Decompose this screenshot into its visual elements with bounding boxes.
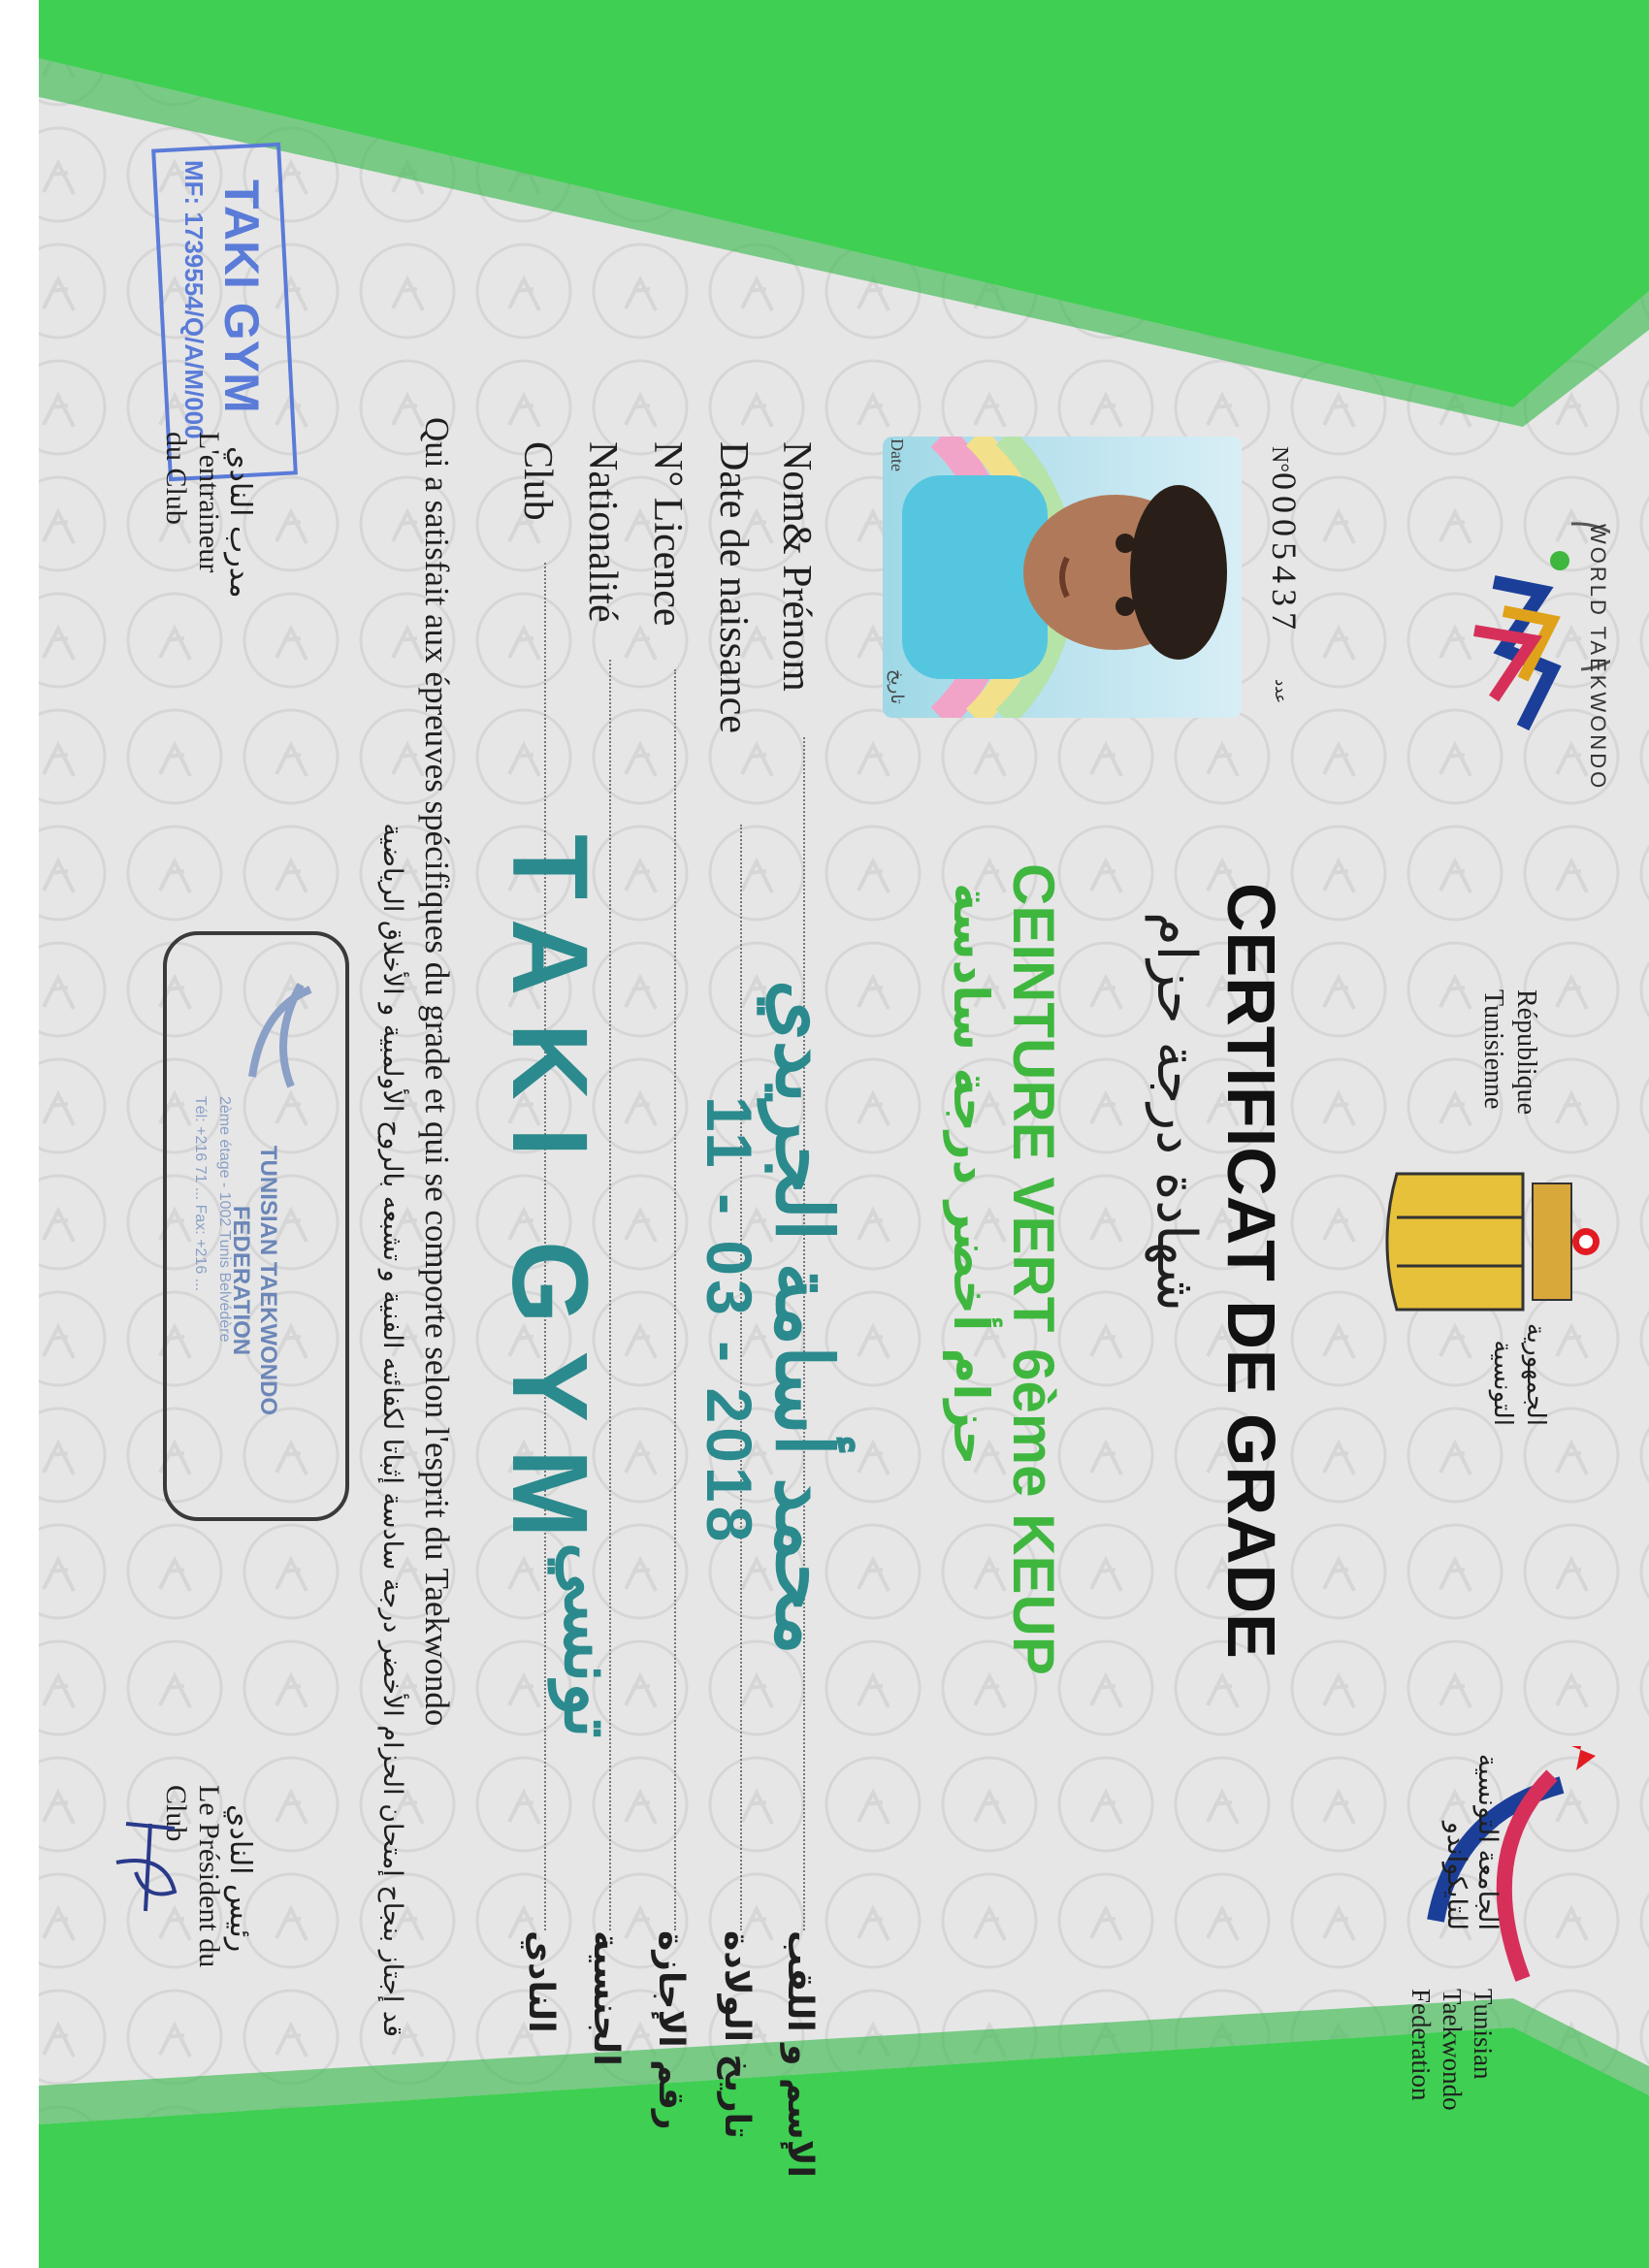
number-prefix: N° bbox=[1267, 446, 1292, 472]
statement-fr: Qui a satisfait aux épreuves spécifiques du grade et qui se comporte selon l'esprit du Taekwondo bbox=[418, 417, 456, 1727]
field-value: TAKI GYM bbox=[490, 834, 609, 1566]
photo-date-fr: Date bbox=[888, 438, 907, 471]
title-fr: CERTIFICAT DE GRADE bbox=[1213, 883, 1289, 1659]
field-label-fr: Date de naissance bbox=[711, 441, 756, 733]
statement-ar: قد إجتاز بنجاح إمتحان الحزام الأخضر درجة سادسة إثباتا لكفائته الفنية و تشبعه بالروح الأولمبية و الأخلاق الرياضية bbox=[377, 823, 407, 2037]
field-label-fr: Club bbox=[515, 441, 560, 521]
federation-stamp-logo bbox=[233, 970, 330, 1096]
republic-ar: الجمهورية التونسية bbox=[1488, 1322, 1550, 1426]
federation-stamp-tel: Tél: +216 71 ... Fax: +216 ... bbox=[192, 1096, 209, 1292]
photo-date-ar: تاريخ bbox=[887, 669, 907, 704]
grade-fr: CEINTURE VERT 6ème KEUP bbox=[1001, 863, 1066, 1675]
field-dotted-line bbox=[674, 669, 678, 1930]
certificate-number bbox=[1264, 446, 1305, 635]
field-value: محمد أسامة الجريدي bbox=[760, 980, 847, 1655]
number-label-ar: عدد bbox=[1272, 679, 1290, 704]
federation-stamp-address: 2ème étage - 1002 Tunis Belvédère bbox=[216, 1096, 233, 1343]
field-label-ar: تاريخ الولادة bbox=[717, 1930, 757, 2139]
federation-ar: الجامعة التونسية للتايكواندو bbox=[1442, 1753, 1503, 1930]
field-label-ar: رقم الإجازة bbox=[651, 1930, 691, 2130]
republic-fr: République Tunisienne bbox=[1478, 989, 1541, 1116]
field-value: تونسي bbox=[550, 1542, 628, 1738]
federation-en: Tunisian Taekwondo Federation bbox=[1406, 1989, 1498, 2111]
number-value: 0005437 bbox=[1265, 471, 1304, 635]
trainer-label-ar: مدرب النادي bbox=[223, 446, 257, 599]
field-label-fr: N° Licence bbox=[645, 441, 690, 627]
trainer-label-fr: L'entraineur du Club bbox=[160, 432, 225, 573]
president-label-fr: Le Président du Club bbox=[160, 1785, 225, 1968]
field-label-fr: Nationalité bbox=[580, 441, 625, 623]
grade-ar: حزام أخضر درجة سادسة bbox=[943, 883, 999, 1466]
field-label-ar: الإسم و اللقب bbox=[780, 1930, 820, 2178]
title-ar: شهادة درجة حزام bbox=[1145, 912, 1208, 1312]
field-value: 11 - 03 - 2018 bbox=[694, 1096, 765, 1546]
field-label-fr: Nom& Prénom bbox=[774, 441, 819, 692]
field-label-ar: النادي bbox=[521, 1930, 561, 2033]
field-label-ar: الجنسية bbox=[586, 1930, 626, 2066]
student-photo bbox=[883, 437, 1242, 718]
club-stamp-name: TAKI GYM bbox=[214, 179, 269, 413]
president-signature bbox=[107, 1814, 194, 1921]
club-stamp-mf: MF: 1739554/Q/A/M/000 bbox=[179, 160, 209, 439]
president-label-ar: رئيس النادي bbox=[223, 1804, 257, 1953]
world-taekwondo-text: WORLD TAEKWONDO bbox=[1586, 524, 1610, 792]
world-taekwondo-logo bbox=[1436, 504, 1610, 757]
federation-stamp-name: TUNISIAN TAEKWONDO FEDERATION bbox=[228, 1145, 281, 1416]
